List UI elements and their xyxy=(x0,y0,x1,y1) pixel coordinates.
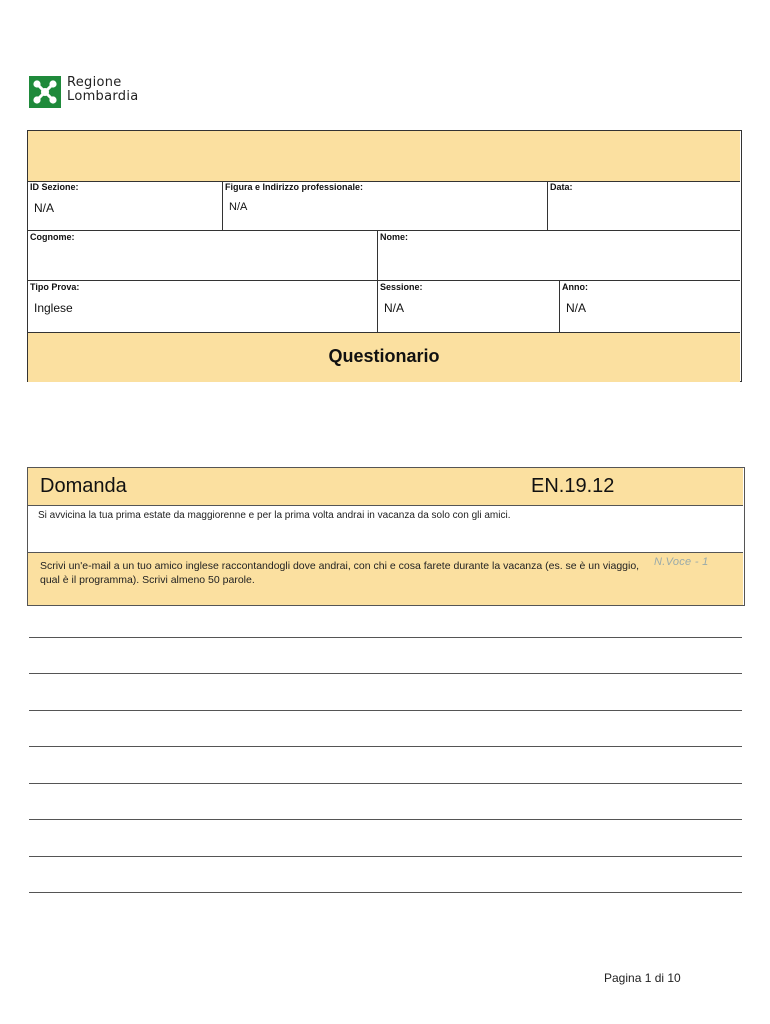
section-title: Questionario xyxy=(328,346,440,366)
header-band xyxy=(28,131,740,182)
answer-line[interactable] xyxy=(29,892,742,893)
regione-lombardia-logo-icon xyxy=(29,76,61,108)
id-sezione-cell xyxy=(28,181,223,231)
question-context: Si avvicina la tua prima estate da maggiorenne e per la prima volta andrai in vacanza da solo con gli amici. xyxy=(38,510,511,521)
question-title: Domanda xyxy=(40,475,127,497)
id-sezione-label: ID Sezione: xyxy=(30,182,79,192)
answer-line[interactable] xyxy=(29,856,742,857)
id-sezione-value: N/A xyxy=(34,201,55,215)
tipo-prova-label: Tipo Prova: xyxy=(30,282,80,292)
header-table xyxy=(27,130,742,382)
tipo-prova-cell xyxy=(28,281,378,332)
data-cell xyxy=(548,181,740,231)
voce-number: N.Voce - 1 xyxy=(654,556,709,568)
anno-value: N/A xyxy=(566,301,587,315)
logo-line-1: Regione xyxy=(67,75,122,90)
figura-value: N/A xyxy=(229,201,248,213)
nome-label: Nome: xyxy=(380,232,409,242)
question-box xyxy=(27,467,745,606)
sessione-label: Sessione: xyxy=(380,282,423,292)
questionario-band xyxy=(28,332,740,382)
logo-text xyxy=(67,76,139,104)
question-header xyxy=(28,468,743,506)
logo xyxy=(29,76,155,110)
anno-cell xyxy=(560,281,740,332)
page-number: Pagina 1 di 10 xyxy=(604,971,681,985)
answer-line[interactable] xyxy=(29,673,742,674)
question-code: EN.19.12 xyxy=(531,475,615,497)
sessione-value: N/A xyxy=(384,301,405,315)
sessione-cell xyxy=(378,281,560,332)
answer-line[interactable] xyxy=(29,710,742,711)
answer-line[interactable] xyxy=(29,819,742,820)
figura-label: Figura e Indirizzo professionale: xyxy=(225,182,364,192)
logo-line-2: Lombardia xyxy=(67,89,139,104)
answer-line[interactable] xyxy=(29,783,742,784)
anno-label: Anno: xyxy=(562,282,588,292)
cognome-label: Cognome: xyxy=(30,232,75,242)
nome-cell xyxy=(378,231,740,281)
figura-cell xyxy=(223,181,548,231)
answer-line[interactable] xyxy=(29,746,742,747)
data-label: Data: xyxy=(550,182,573,192)
question-prompt: Scrivi un'e-mail a un tuo amico inglese raccontandogli dove andrai, con chi e cosa farete durante la vacanza (es. se è un viaggio, qual è il programma). Scrivi almeno 50 parole. xyxy=(40,560,640,586)
tipo-prova-value: Inglese xyxy=(34,301,73,315)
cognome-cell xyxy=(28,231,378,281)
answer-line[interactable] xyxy=(29,637,742,638)
